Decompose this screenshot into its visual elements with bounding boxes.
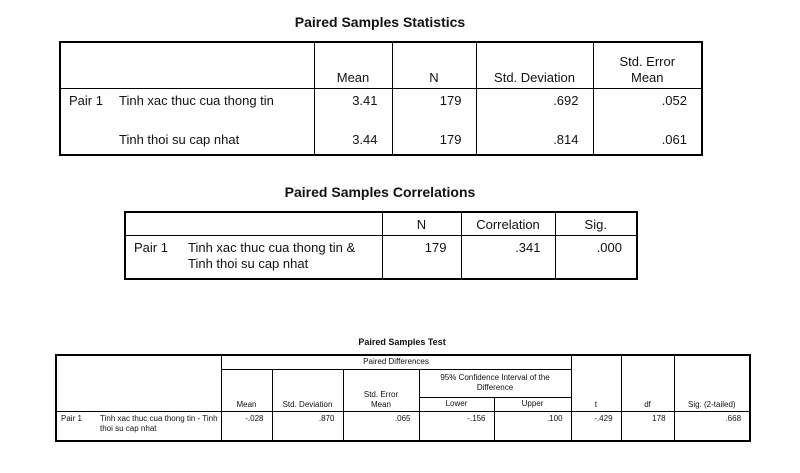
statistics-header-std-err-line1: Std. Error [619,54,676,69]
test-header-row-1 [56,355,750,369]
statistics-corner-cell [60,42,314,89]
correlations-header-n: N [382,212,461,236]
std-dev-value: .692 [476,89,593,131]
std-err-value: .065 [343,411,419,441]
std-dev-value: .870 [272,411,343,441]
test-header-df: df [621,355,674,411]
paired-samples-correlations-table [124,211,638,280]
statistics-header-std-err [593,42,702,89]
test-header-lower: Lower [419,397,494,411]
mean-value: 3.41 [314,89,392,131]
table-row [125,236,637,280]
test-header-paired-differences: Paired Differences [221,355,571,369]
variable-label: Tinh xac thuc cua thong tin [117,89,314,131]
pair-label: Pair 1 [134,240,168,255]
test-header-sig: Sig. (2-tailed) [674,355,750,411]
std-dev-value: .814 [476,130,593,155]
mean-value: -.028 [245,413,264,423]
test-header-ci [419,369,571,397]
pair-label: Pair 1 [61,413,82,423]
n-value: 179 [392,130,476,155]
test-title: Paired Samples Test [358,337,446,347]
test-header-t: t [571,355,621,411]
pair-label: Pair 1 [69,93,103,108]
sig-value: .000 [555,236,637,280]
n-value: 179 [382,236,461,280]
statistics-header-row [60,42,702,89]
test-header-ci-line2: Difference [476,383,514,392]
n-value: 179 [392,89,476,131]
variable-label: Tinh xac thuc cua thong tin - Tinh thoi su cap nhat [100,411,221,441]
statistics-title: Paired Samples Statistics [294,14,466,30]
test-header-std-dev: Std. Deviation [272,369,343,411]
mean-value: 3.44 [314,130,392,155]
correlations-header-sig: Sig. [555,212,637,236]
t-value: -.429 [571,411,621,441]
correlations-header-correlation: Correlation [461,212,555,236]
table-row [60,89,702,131]
statistics-header-std-err-line2: Mean [630,70,664,85]
correlation-value: .341 [461,236,555,280]
df-value: 178 [621,411,674,441]
variable-label: Tinh thoi su cap nhat [117,130,314,155]
test-header-std-err-line1: Std. Error [363,389,399,399]
std-err-value: .052 [593,89,702,131]
paired-samples-statistics-table [59,41,703,156]
std-err-value: .061 [593,130,702,155]
sig-value: .668 [674,411,750,441]
test-header-ci-line1: 95% Confidence Interval of the [440,373,550,382]
test-header-std-err [343,369,419,411]
test-header-upper: Upper [494,397,571,411]
statistics-header-std-dev: Std. Deviation [476,42,593,89]
upper-value: .100 [494,411,571,441]
paired-samples-test-table [55,354,751,442]
test-corner-cell [56,355,221,411]
statistics-header-n: N [392,42,476,89]
correlations-corner-cell [125,212,382,236]
table-row [56,411,750,441]
test-header-std-err-line2: Mean [370,399,391,409]
table-row [60,130,702,155]
variable-label: Tinh xac thuc cua thong tin & Tinh thoi su cap nhat [188,236,382,280]
correlations-header-row [125,212,637,236]
lower-value: -.156 [419,411,494,441]
test-header-mean: Mean [221,369,272,411]
statistics-header-mean: Mean [314,42,392,89]
correlations-title: Paired Samples Correlations [284,184,476,200]
